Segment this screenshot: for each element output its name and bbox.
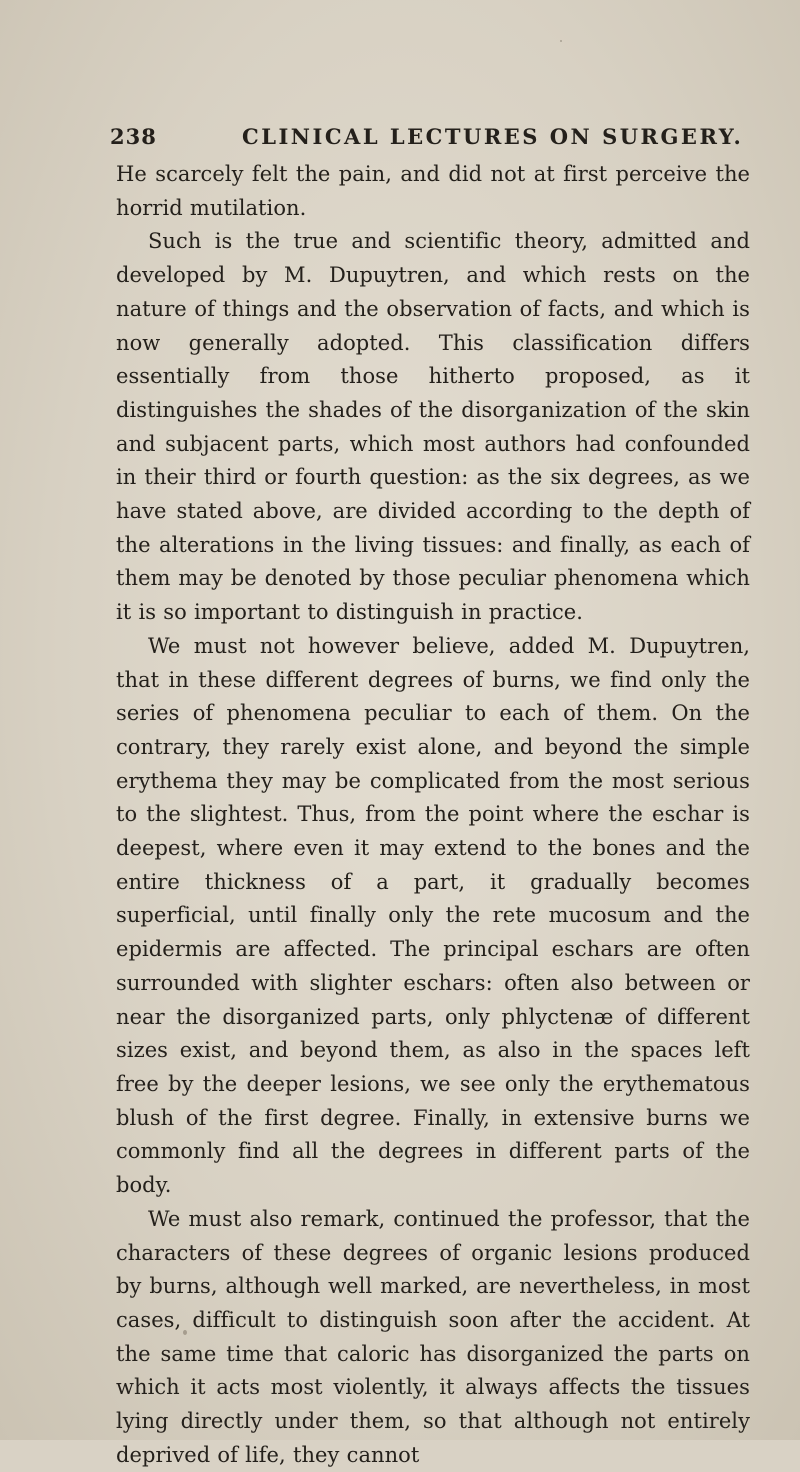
page-body xyxy=(116,158,750,1472)
paragraph: Such is the true and scientific theory, admitted and developed by M. Dupuytren, and which rests on the nature of things and the observation of facts, and which is now generally adopted. This classification differs essentially from those hitherto proposed, as it distinguishes the shades of the disorganization of the skin and subjacent parts, which most authors had confounded in their third or fourth question: as the six degrees, as we have stated above, are divided according to the depth of the alterations in the living tissues: and finally, as each of them may be denoted by those peculiar phenomena which it is so important to distinguish in practice. xyxy=(116,229,750,625)
paragraph: We must not however believe, added M. Dupuytren, that in these different degrees of burns, we find only the series of phenomena peculiar to each of them. On the contrary, they rarely exist alone, and beyond the simple erythema they may be complicated from the most serious to the slightest. Thus, from the point where the eschar is deepest, where even it may extend to the bones and the entire thickness of a part, it gradually becomes superficial, until finally only the rete mucosum and the epidermis are affected. The principal eschars are often surrounded with slighter eschars: often also between or near the disorganized parts, only phlyctenæ of different sizes exist, and beyond them, as also in the spaces left free by the deeper lesions, we see only the erythematous blush of the first degree. Finally, in extensive burns we commonly find all the degrees in different parts of the body. xyxy=(116,633,750,1198)
running-head: CLINICAL LECTURES ON SURGERY. xyxy=(242,124,744,149)
page-number: 238 xyxy=(110,124,157,149)
paper-blemish xyxy=(560,40,562,42)
paragraph: He scarcely felt the pain, and did not at first perceive the horrid mutilation. xyxy=(116,162,750,220)
paragraph: We must also remark, continued the professor, that the characters of these degrees of organic lesions produced by burns, although well marked, are nevertheless, in most cases, difficult to distinguish soon after the accident. At the same time that caloric has disorganized the parts on which it acts most violently, it always affects the tissues lying directly under them, so that although not entirely deprived of life, they cannot xyxy=(116,1206,750,1467)
page-header xyxy=(110,118,750,158)
